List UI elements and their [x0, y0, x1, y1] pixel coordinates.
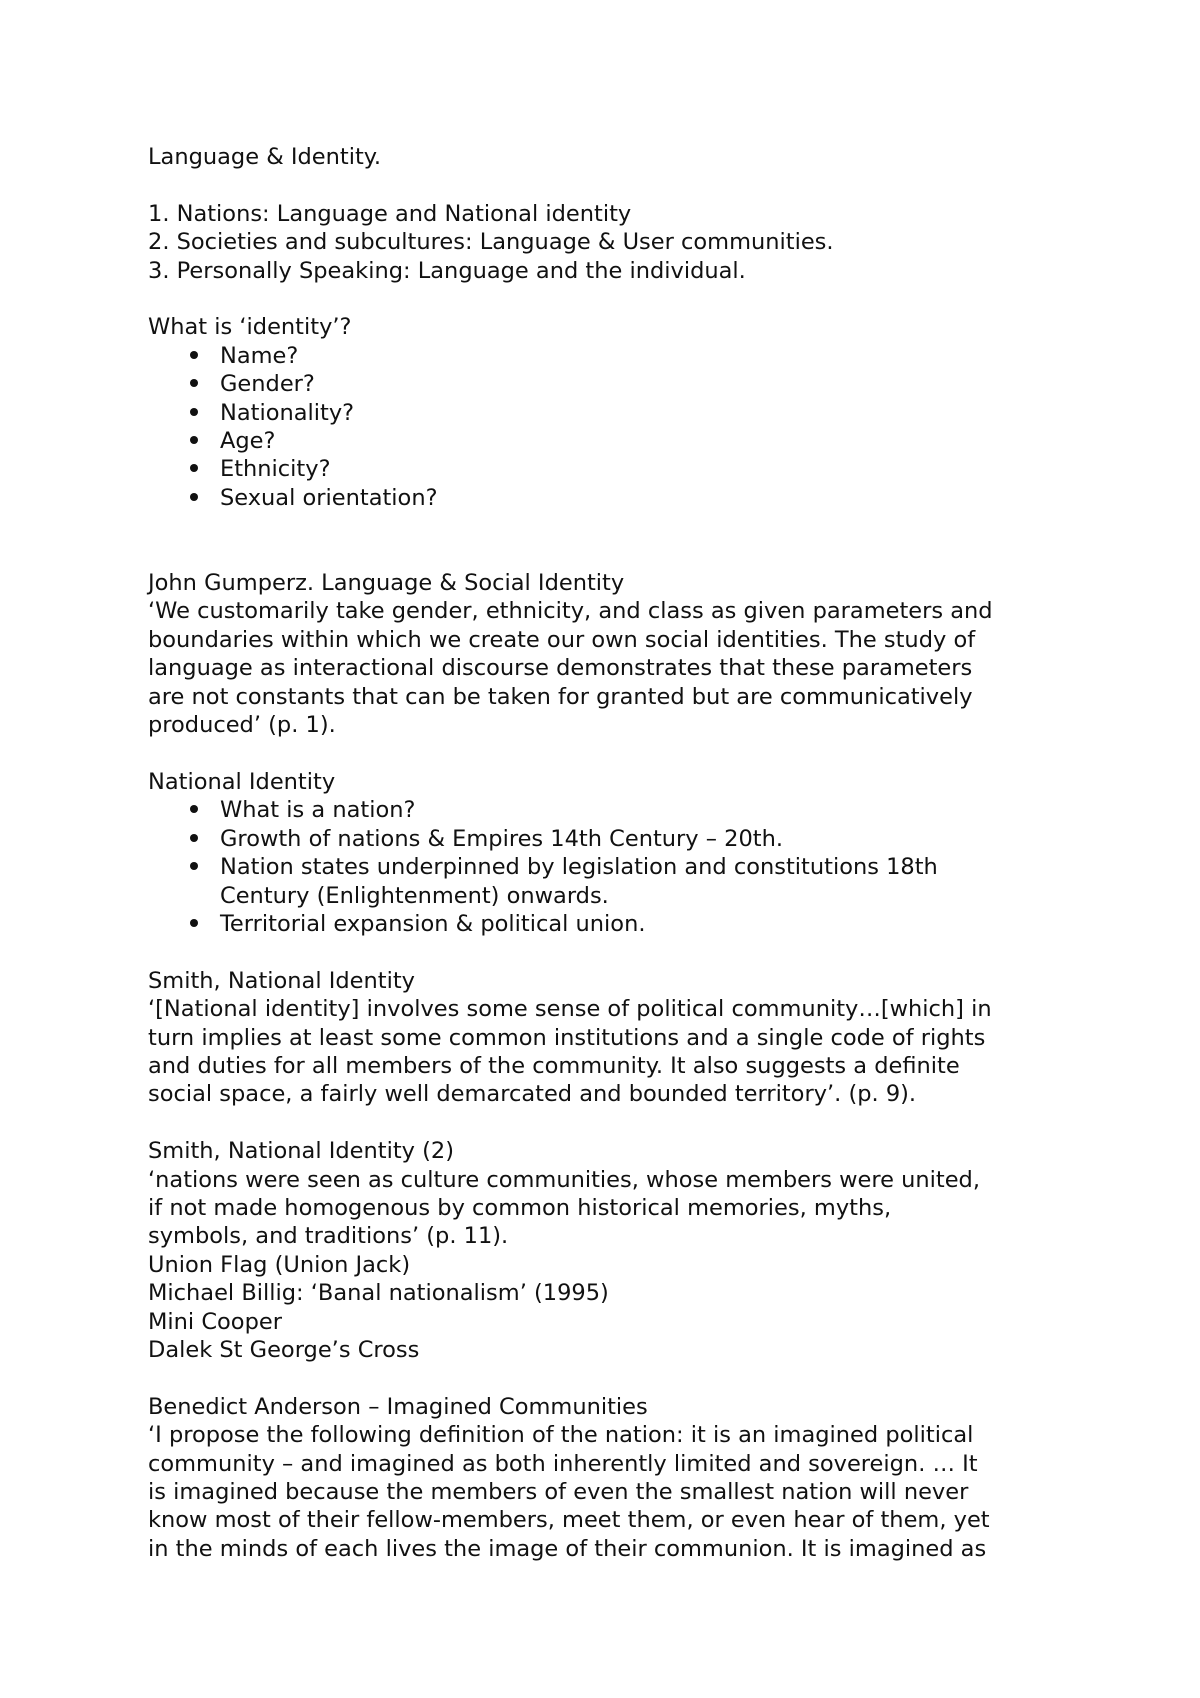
nation-bullet-list — [148, 796, 1078, 938]
identity-question: What is ‘identity’? — [148, 314, 352, 341]
list-item-text: Nation states underpinned by legislation and constitutions 18th — [220, 854, 938, 881]
quote-line: ‘I propose the following definition of the nation: it is an imagined political — [148, 1422, 974, 1449]
list-item — [148, 484, 1078, 512]
spacer — [148, 171, 1078, 199]
spacer — [148, 1109, 1078, 1137]
list-item — [148, 427, 1078, 455]
list-item — [148, 370, 1078, 398]
bullet-icon — [184, 853, 204, 881]
list-item-text: What is a nation? — [220, 797, 416, 824]
bullet-icon — [184, 342, 204, 370]
list-item — [148, 825, 1078, 853]
document-page — [148, 143, 1078, 1563]
section-heading: Smith, National Identity — [148, 967, 415, 994]
note-line: Union Flag (Union Jack) — [148, 1251, 411, 1278]
note-line: Michael Billig: ‘Banal nationalism’ (1995) — [148, 1280, 609, 1307]
identity-bullet-list — [148, 342, 1078, 512]
quote-line: is imagined because the members of even the smallest nation will never — [148, 1478, 969, 1505]
list-item-text: Territorial expansion & political union. — [220, 910, 646, 937]
note-line: Dalek St George’s Cross — [148, 1336, 420, 1363]
numbered-item: 1. Nations: Language and National identity — [148, 200, 632, 227]
list-item — [148, 342, 1078, 370]
list-item — [148, 910, 1078, 938]
quote-line: if not made homogenous by common historical memories, myths, — [148, 1194, 892, 1221]
gumperz-section — [148, 569, 1078, 739]
section-heading: National Identity — [148, 768, 336, 795]
list-item-text: Nationality? — [220, 399, 355, 426]
quote-line: symbols, and traditions’ (p. 11). — [148, 1223, 509, 1250]
bullet-icon — [184, 399, 204, 427]
quote-line: language as interactional discourse demonstrates that these parameters — [148, 655, 973, 682]
smith-section-2 — [148, 1137, 1078, 1364]
quote-line: and duties for all members of the community. It also suggests a definite — [148, 1052, 960, 1079]
numbered-list — [148, 200, 1078, 285]
numbered-item: 2. Societies and subcultures: Language & User communities. — [148, 229, 834, 256]
document-title: Language & Identity. — [148, 144, 382, 170]
list-item-text: Ethnicity? — [220, 456, 331, 483]
quote-line: ‘[National identity] involves some sense of political community…[which] in — [148, 996, 992, 1023]
bullet-icon — [184, 455, 204, 483]
bullet-icon — [184, 427, 204, 455]
note-line: Mini Cooper — [148, 1308, 282, 1335]
quote-line: produced’ (p. 1). — [148, 712, 336, 739]
bullet-icon — [184, 370, 204, 398]
quote-line: in the minds of each lives the image of their communion. It is imagined as — [148, 1535, 987, 1562]
bullet-icon — [184, 825, 204, 853]
quote-line: ‘nations were seen as culture communities, whose members were united, — [148, 1166, 980, 1193]
list-item — [148, 455, 1078, 483]
list-item-text: Gender? — [220, 371, 315, 398]
list-item-text: Growth of nations & Empires 14th Century – 20th. — [220, 825, 784, 852]
quote-line: social space, a fairly well demarcated and bounded territory’. (p. 9). — [148, 1081, 917, 1108]
spacer — [148, 285, 1078, 313]
anderson-section — [148, 1393, 1078, 1563]
quote-line: are not constants that can be taken for granted but are communicatively — [148, 683, 973, 710]
section-heading: Smith, National Identity (2) — [148, 1138, 455, 1165]
section-heading: Benedict Anderson – Imagined Communities — [148, 1393, 648, 1420]
quote-line: turn implies at least some common institutions and a single code of rights — [148, 1024, 986, 1051]
spacer — [148, 938, 1078, 966]
spacer — [148, 739, 1078, 767]
section-heading: John Gumperz. Language & Social Identity — [148, 570, 625, 597]
quote-line: community – and imagined as both inherently limited and sovereign. … It — [148, 1450, 978, 1477]
spacer — [148, 1364, 1078, 1392]
bullet-icon — [184, 484, 204, 512]
quote-line: ‘We customarily take gender, ethnicity, and class as given parameters and — [148, 598, 993, 625]
list-item — [148, 399, 1078, 427]
list-item-text: Age? — [220, 428, 276, 455]
quote-line: boundaries within which we create our own social identities. The study of — [148, 626, 976, 653]
spacer — [148, 512, 1078, 569]
list-item-text-continued: Century (Enlightenment) onwards. — [220, 882, 609, 909]
smith-section-1 — [148, 967, 1078, 1109]
bullet-icon — [184, 910, 204, 938]
list-item-text: Sexual orientation? — [220, 484, 438, 511]
list-item — [148, 796, 1078, 824]
list-item-text: Name? — [220, 342, 299, 369]
quote-line: know most of their fellow-members, meet them, or even hear of them, yet — [148, 1507, 990, 1534]
bullet-icon — [184, 796, 204, 824]
national-identity-section — [148, 768, 1078, 938]
list-item — [148, 853, 1078, 910]
numbered-item: 3. Personally Speaking: Language and the individual. — [148, 257, 746, 284]
